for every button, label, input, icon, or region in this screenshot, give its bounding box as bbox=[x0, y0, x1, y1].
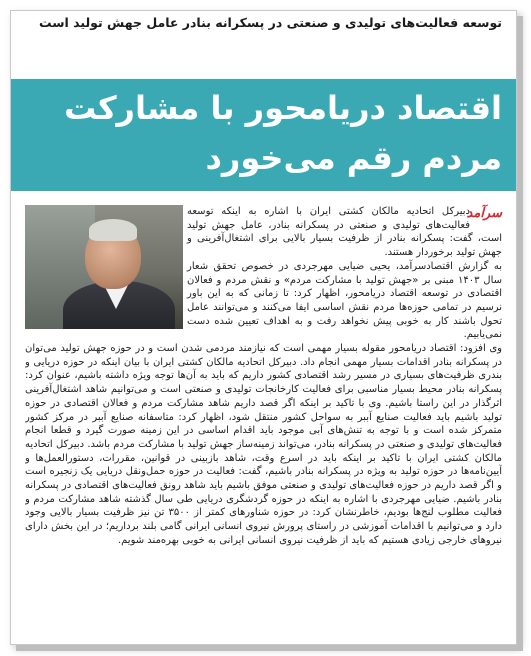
photo-spacer bbox=[25, 205, 187, 333]
headline-line-2: مردم رقم می‌خورد bbox=[205, 139, 502, 177]
newspaper-clipping bbox=[10, 10, 517, 645]
headline-line-1: اقتصاد دریامحور با مشارکت bbox=[64, 89, 502, 127]
headline-band bbox=[11, 79, 516, 191]
article-body bbox=[25, 205, 502, 630]
sarmad-logo-icon: سرآمد bbox=[466, 206, 502, 221]
article-paragraph-3: وی افزود: اقتصاد دریامحور مقوله بسیار مهمی است که نیازمند مردمی شدن است و در حوزه جهش تولید می‌توان در پسکرانه بنادر اقدامات بسیار مهمی انجام داد. دبیرکل اتحادیه مالکان کشتی ایران با بیان اینکه در حوزه دریایی و بندری ظرفیت‌های بسیاری در مسیر رشد اقتصادی کشور داریم که باید به آن‌ها توجه ویژه داشته باشیم، عنوان کرد: پسکرانه بنادر محیط بسیار مناسبی برای فعالیت کارخانجات تولیدی و صنعتی است و می‌توانیم شاهد اشتغال‌آفرینی اثرگذار در این راستا باشیم. وی با تاکید بر اینکه اگر قصد داریم شاهد مشارکت مردم و فعالان اقتصادی در حوزه تولید باشیم باید فعالیت صنایع آببر به سواحل کشور منتقل شود، اظهار کرد: متاسفانه صنایع آببر در مرکز کشور متمرکز شده است و با توجه به تنش‌های آبی موجود باید اقدام اساسی در این زمینه صورت گیرد و قطعا انجام فعالیت‌های تولیدی و صنعتی در پسکرانه بنادر، می‌تواند زمینه‌ساز جهش تولید با مشارکت مردم باشد. دبیرکل اتحادیه مالکان کشتی ایران با تاکید بر اینکه باید در اسرع وقت، شاهد بازبینی در قوانین، مقررات، دستورالعمل‌ها و آیین‌نامه‌ها در حوزه تولید به ویژه در پسکرانه بنادر باشیم، گفت: فعالیت در حوزه حمل‌ونقل دریایی یک زنجیره است و اگر قصد داریم در حوزه فعالیت‌های تولیدی و صنعتی موفق باشیم باید شاهد رونق فعالیت‌های اقتصادی در پسکرانه بنادر باشیم. ضیایی مهرجردی با اشاره به اینکه در حوزه گردشگری دریایی طی سال گذشته شاهد مشارکت مردم و فعالیت مطلوب لنج‌ها بودیم، خاطرنشان کرد: در حوزه شناورهای کمتر از ۳۵۰۰ تن نیز ظرفیت بسیار بالایی وجود دارد و می‌توانیم با اقدامات آموزشی در راستای پرورش نیروی انسانی ایرانی گامی بلند برداریم؛ در این بخش دارای نیروهای خارجی زیادی هستیم که باید از ظرفیت نیروی انسانی ایرانی به خوبی بهره‌مند شویم. bbox=[25, 343, 502, 546]
article-paragraph-1: دبیرکل اتحادیه مالکان کشتی ایران با اشاره به اینکه توسعه فعالیت‌های تولیدی و صنعتی در پسکرانه بنادر، عامل جهش تولید است، گفت: پسکرانه بنادر از ظرفیت بسیار بالایی برای اشتغال‌آفرینی و جهش تولید برخوردار هستند. bbox=[187, 206, 502, 259]
logo-spacer bbox=[466, 205, 502, 227]
article-kicker: توسعه فعالیت‌های تولیدی و صنعتی در پسکرانه بنادر عامل جهش تولید است bbox=[38, 15, 502, 30]
article-paragraph-2: به گزارش اقتصادسرآمد، یحیی ضیایی مهرجردی در خصوص تحقق شعار سال ۱۴۰۳ مبنی بر «جهش تولید با مشارکت مردم» و نقش مردم و فعالان اقتصادی در توسعه اقتصاد دریامحور، اظهار کرد: تا زمانی که به این باور نرسیم در تمامی حوزه‌ها مردم نقش اساسی ایفا می‌کنند و می‌توانند عامل تحول باشند کار به خوبی پیش نخواهد رفت و به اهداف تعیین شده دست نمی‌یابیم. bbox=[187, 260, 502, 341]
article-headline bbox=[25, 83, 502, 183]
